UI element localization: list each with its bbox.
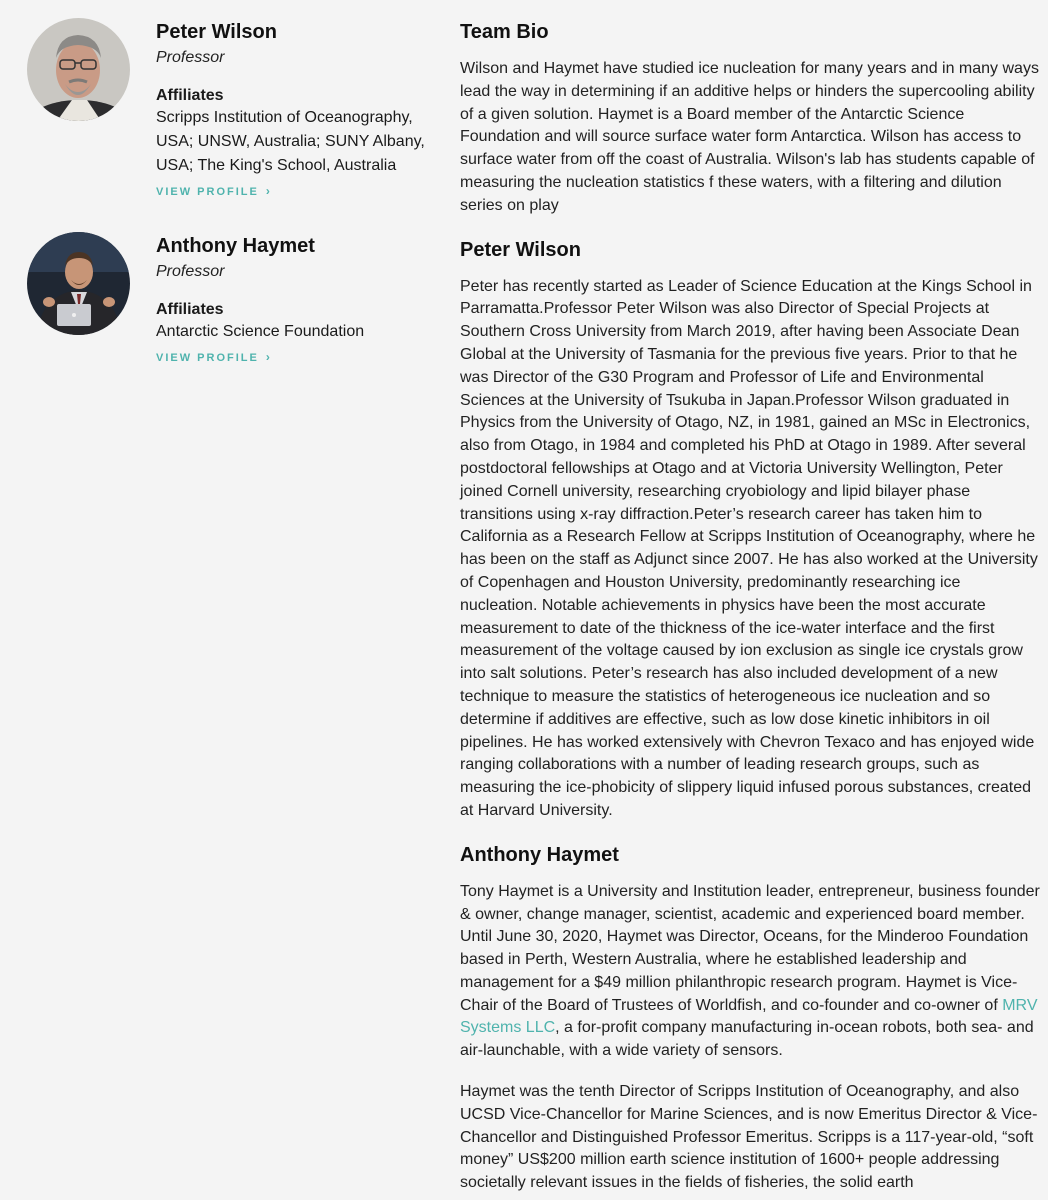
haymet-bio-text-after-link: , a for-profit company manufacturing in-ocean robots, both sea- and air-launchable, with a wide variety of sensors. [460, 1019, 1034, 1060]
view-profile-link-haymet[interactable] [156, 350, 272, 364]
chevron-right-icon: › [265, 350, 272, 364]
avatar-wilson [27, 18, 130, 121]
haymet-bio-paragraph-2: Haymet was the tenth Director of Scripps Institution of Oceanography, and also UCSD Vice-Chancellor for Marine Sciences, and is now Emeritus Director & Vice-Chancellor and Distinguished Professor Emeritus. Scripps is a 117-year-old, “soft money” US$200 million earth science institution of 1600+ people addressing societally relevant issues in the fields of fisheries, the solid earth [460, 1083, 1038, 1192]
view-profile-label: VIEW PROFILE [156, 352, 259, 364]
haymet-bio-paragraph-1 [460, 881, 1040, 1063]
bio-content [460, 18, 1040, 1200]
member-card-haymet [27, 232, 427, 446]
member-role: Professor [156, 263, 225, 280]
wilson-bio-heading: Peter Wilson [460, 238, 581, 261]
avatar-haymet [27, 232, 130, 335]
member-name: Anthony Haymet [156, 235, 315, 257]
team-bio-text: Wilson and Haymet have studied ice nucleation for many years and in many ways lead the way in determining if an additive helps or hinders the supercooling ability of a given solution. Haymet is a Board member of the Antarctic Science Foundation and will source surface water form Antarctica. Wilson has access to surface water from off the coast of Australia. Wilson's lab has students capable of measuring the nucleation statistics f these waters, with a filtering and dilution series on play [460, 60, 1039, 214]
view-profile-link-wilson[interactable] [156, 184, 272, 198]
haymet-bio-text-before-link: Tony Haymet is a University and Institution leader, entrepreneur, business founder & owner, change manager, scientist, academic and experienced board member. Until June 30, 2020, Haymet was Director, Oceans, for the Minderoo Foundation based in Perth, Western Australia, where he established leadership and management for a $49 million philanthropic research program. Haymet is Vice-Chair of the Board of Trustees of Worldfish, and co-founder and co-owner of [460, 882, 1040, 1014]
team-members-list [27, 18, 427, 446]
team-bio-heading: Team Bio [460, 21, 549, 43]
wilson-bio-text: Peter has recently started as Leader of Science Education at the Kings School in Parramatta.Professor Peter Wilson was also Director of Special Projects at Southern Cross University from March 2019, after having been Associate Dean Global at the University of Tasmania for the previous five years. Prior to that he was Director of the G30 Program and Professor of Life and Environmental Sciences at the University of Tsukuba in Japan.Professor Wilson graduated in Physics from the University of Otago, NZ, in 1981, gained an MSc in Electronics, also from Otago, in 1984 and completed his PhD at Otago in 1989. After several postdoctoral fellowships at Otago and at Victoria University Wellington, Peter joined Cornell university, researching cryobiology and lipid bilayer phase transitions using x-ray diffraction.Peter’s research career has taken him to California as a Research Fellow at Scripps Institution of Oceanography, where he has been on the staff as Adjunct since 2007. He has also worked at the University of Copenhagen and Houston University, predominantly researching ice nucleation. Notable achievements in physics have been the most accurate measurement to date of the thickness of the ice-water interface and the first measurement of the voltage caused by ion exclusion as single ice crystals grow into salt solutions. Peter’s research has also included development of a new technique to measure the statistics of heterogeneous ice nucleation and so determine if additives are effective, such as low dose kinetic inhibitors in oil pipelines. He has worked extensively with Chevron Texaco and has enjoyed wide ranging collaborations with a number of leading research groups, such as measuring the ice-phobicity of slippery liquid infused porous substances, created at Harvard University. [460, 277, 1038, 819]
haymet-bio-heading: Anthony Haymet [460, 843, 619, 866]
member-info-haymet [156, 232, 431, 366]
member-role: Professor [156, 49, 225, 66]
affiliates-label: Affiliates [156, 87, 224, 104]
mrv-systems-link[interactable]: MRV Systems LLC [460, 996, 1038, 1037]
affiliates-label: Affiliates [156, 301, 224, 318]
affiliates-text: Scripps Institution of Oceanography, USA; UNSW, Australia; SUNY Albany, USA; The King's School, Australia [156, 109, 425, 174]
view-profile-label: VIEW PROFILE [156, 186, 259, 198]
member-name: Peter Wilson [156, 21, 277, 43]
member-card-wilson [27, 18, 427, 232]
member-info-wilson [156, 18, 431, 200]
chevron-right-icon: › [265, 184, 272, 198]
affiliates-text: Antarctic Science Foundation [156, 323, 365, 340]
